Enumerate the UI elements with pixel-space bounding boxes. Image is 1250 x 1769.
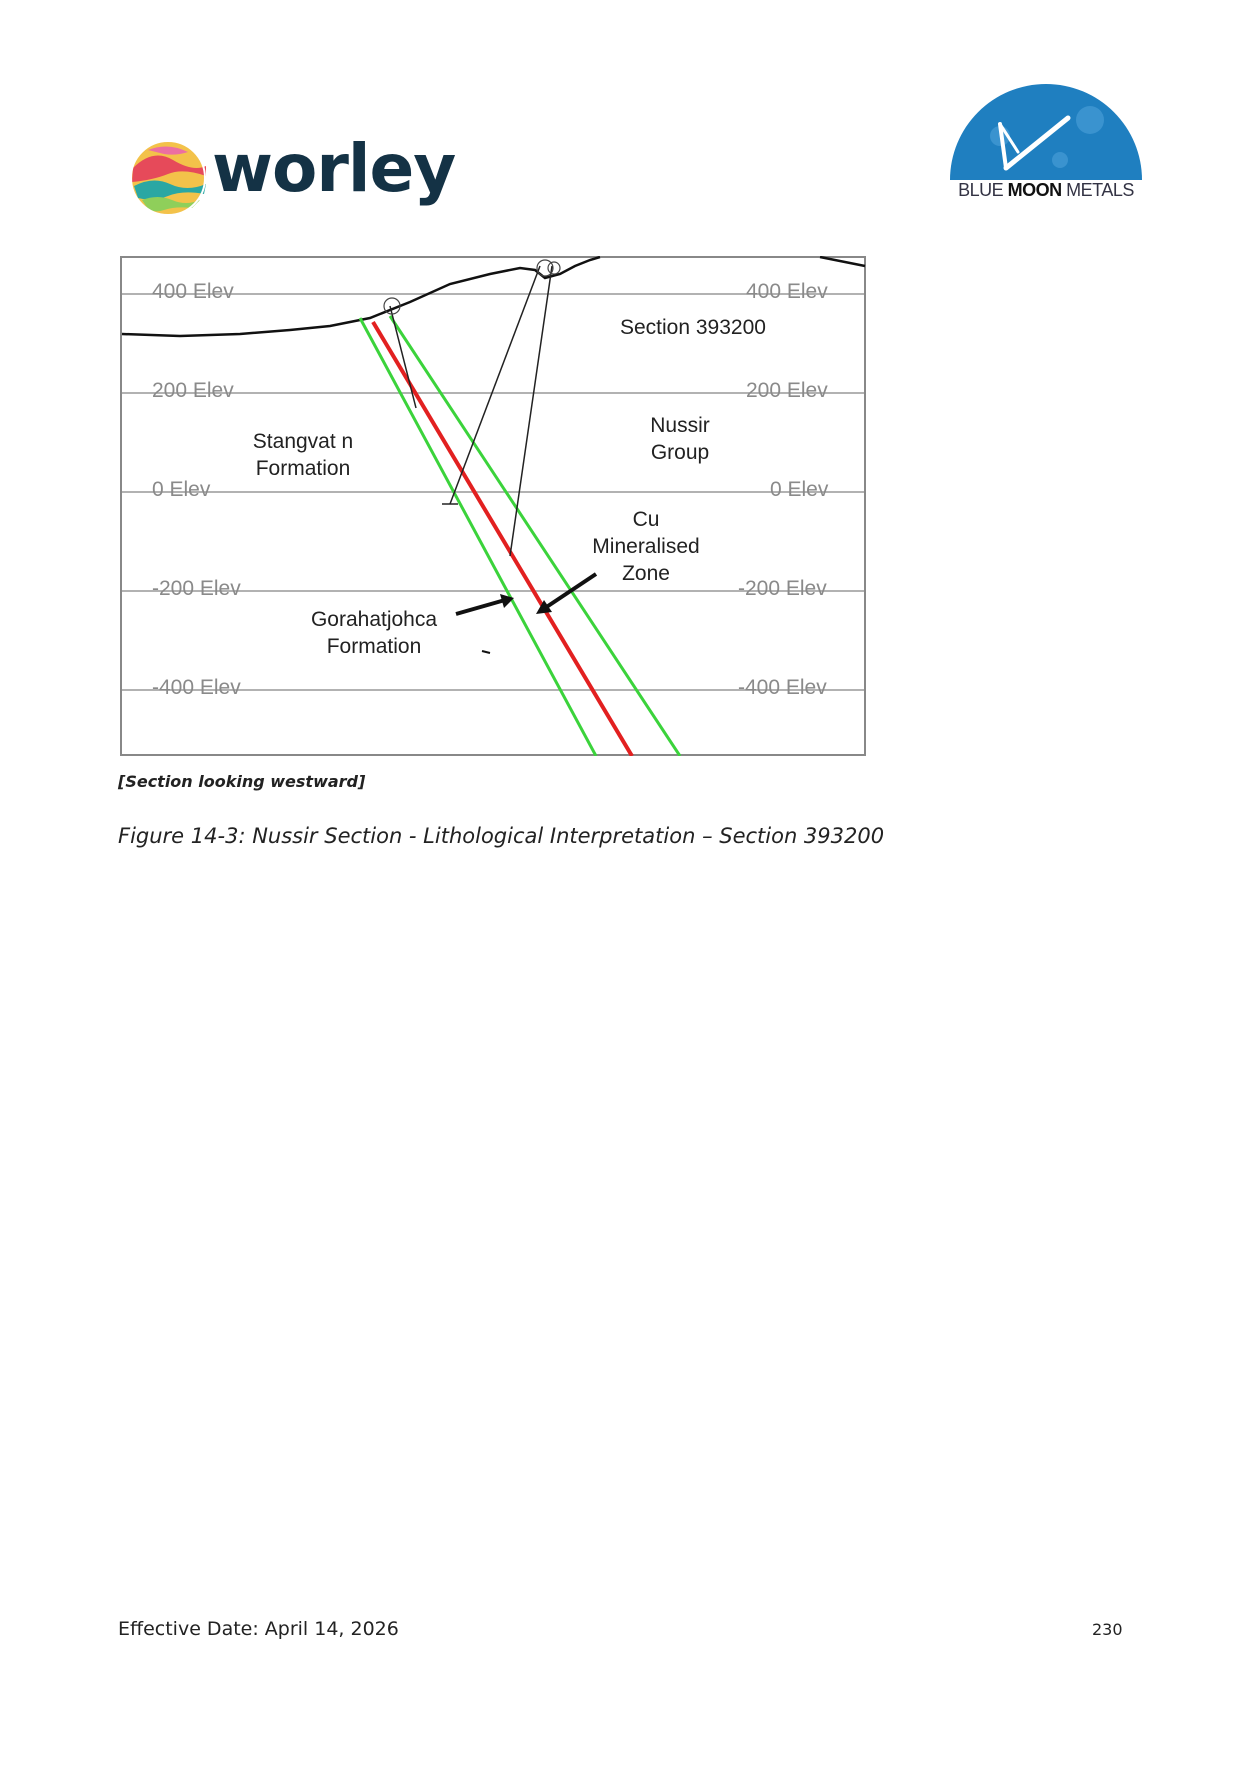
gorahatjohca-formation-label: Gorahatjohca Formation [310,608,438,658]
elev-label-left: -400 Elev [152,676,241,699]
elev-label-right: -200 Elev [738,577,827,600]
stangvatn-formation-label: Stangvat n Formation [252,430,354,480]
section-figure [120,256,866,756]
figure-caption: Figure 14-3: Nussir Section - Lithological Interpretation – Section 393200 [118,824,885,848]
worley-wordmark: worley [212,130,456,207]
page-number: 230 [1092,1620,1123,1639]
moon-icon [940,76,1152,180]
effective-date: Effective Date: April 14, 2026 [118,1618,399,1640]
elev-label-right: 400 Elev [746,280,828,303]
elev-label-left: 200 Elev [152,379,234,402]
figure-note: [Section looking westward] [118,772,366,791]
elev-label-right: -400 Elev [738,676,827,699]
blue-moon-metals-logo [940,76,1152,216]
worley-logo [128,130,468,228]
elev-label-right: 0 Elev [770,478,829,501]
worley-swirl-icon [128,138,208,218]
elev-label-right: 200 Elev [746,379,828,402]
cu-mineralised-zone-label: Cu Mineralised Zone [592,508,700,585]
elev-label-left: 0 Elev [152,478,211,501]
blue-moon-metals-wordmark: BLUE MOON METALS [958,180,1134,200]
elev-label-left: 400 Elev [152,280,234,303]
section-label: Section 393200 [620,316,766,339]
nussir-group-label: Nussir Group [650,414,710,464]
elev-label-left: -200 Elev [152,577,241,600]
